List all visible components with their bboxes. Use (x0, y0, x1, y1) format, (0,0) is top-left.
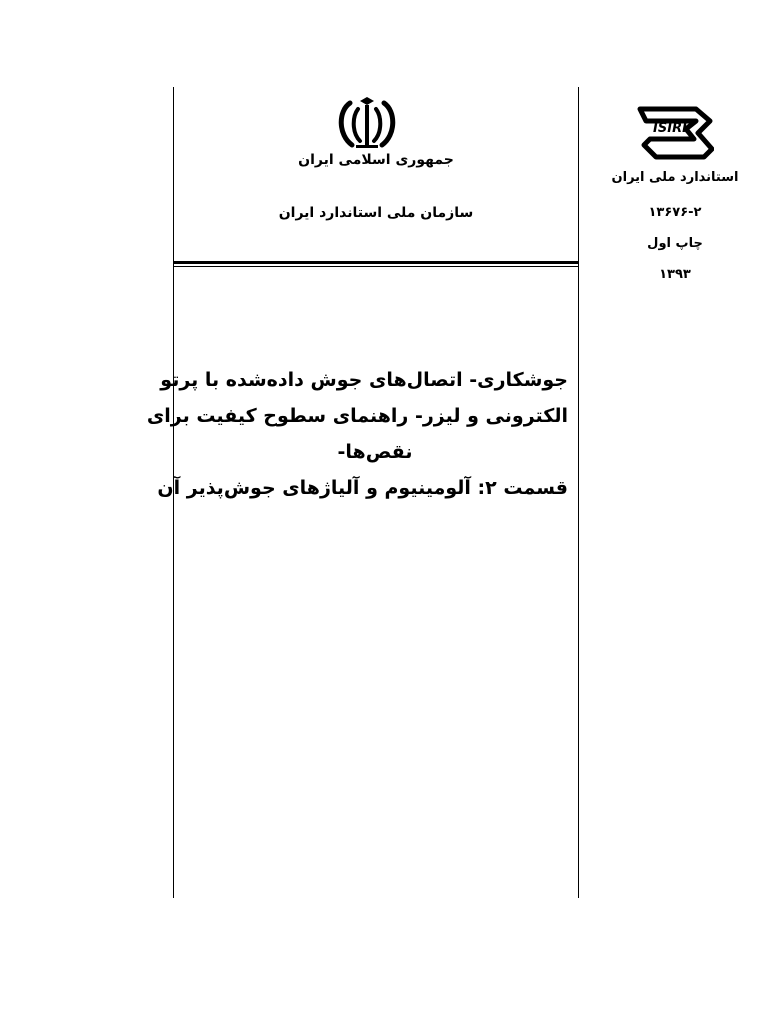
title-line: جوشکاری- اتصال‌های جوش داده‌شده با پرتو (160, 369, 568, 391)
publication-year: ۱۳۹۳ (659, 267, 691, 282)
document-title (146, 362, 568, 506)
edition-label: چاپ اول (647, 236, 703, 251)
logo-text: ISIRI (653, 121, 687, 136)
title-line: الکترونی و لیزر- راهنمای سطوح کیفیت برای (146, 405, 568, 427)
title-line: نقص‌ها- (337, 441, 413, 463)
organization-name: سازمان ملی استاندارد ایران (278, 205, 474, 221)
isiri-logo-icon (634, 103, 714, 163)
country-name: جمهوری اسلامی ایران (298, 152, 454, 168)
iran-emblem-icon (336, 95, 398, 151)
header-divider-thin (173, 266, 579, 267)
standard-number: ۱۳۶۷۶-۲ (648, 205, 702, 220)
title-part-line: قسمت ۲: آلومینیوم و آلیاژهای جوش‌پذیر آن (157, 477, 568, 499)
header-divider-thick (173, 261, 579, 264)
standard-label: استاندارد ملی ایران (611, 170, 739, 185)
